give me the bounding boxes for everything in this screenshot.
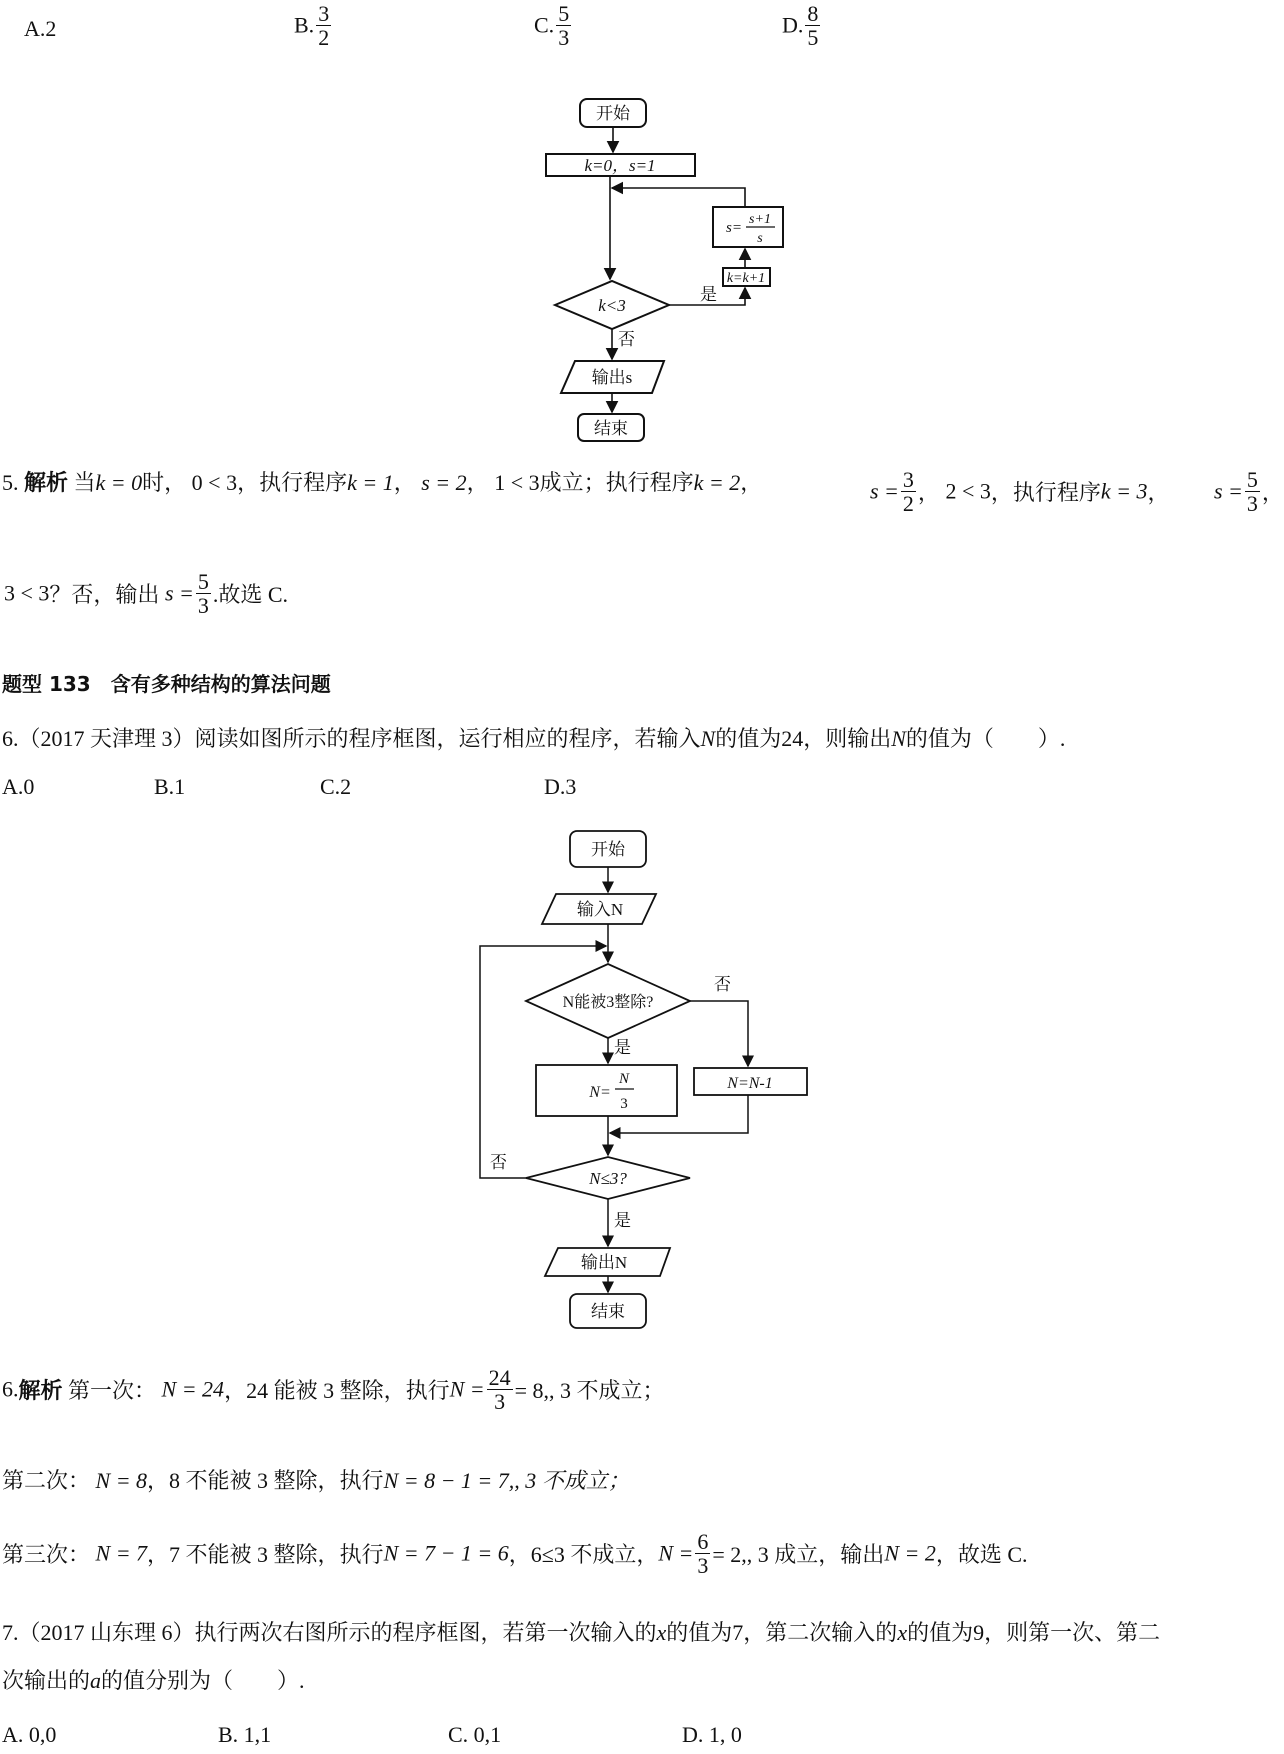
sol5-fraction2 xyxy=(1214,468,1284,515)
q7-line1-a: 7.（2017 山东理 6）执行两次右图所示的程序框图，若第一次输入的 xyxy=(2,1620,657,1645)
sol5-number: 5. xyxy=(2,470,19,495)
sol6-l1-d: N = xyxy=(449,1376,485,1402)
sol6-l1-b: N = 24 xyxy=(161,1376,225,1402)
sol5-line2-q: ？否，输出 xyxy=(49,582,160,608)
sol6-l3-b: N = 7 xyxy=(95,1540,148,1566)
sol5-t1: k = 0 xyxy=(95,470,143,495)
option-c-den: 3 xyxy=(558,25,570,51)
fc2-yes1-label: 是 xyxy=(614,1038,631,1057)
sol6-l1-a: 第一次： xyxy=(68,1378,157,1404)
sol5-t8: ， xyxy=(466,470,489,495)
q7-option-b: B. 1,1 xyxy=(218,1722,272,1747)
q6-option-d: D.3 xyxy=(544,774,577,799)
fc1-condition-label: k<3 xyxy=(598,296,626,315)
q7-line1-c: ，第二次输入的 xyxy=(743,1620,898,1645)
sol5-t6: ， xyxy=(393,470,416,495)
sol5-k3: k = 3 xyxy=(1100,478,1148,504)
option-d-den: 5 xyxy=(807,25,819,51)
q7-x-1: x xyxy=(656,1620,667,1645)
fc1-assign-lhs: s= xyxy=(726,220,742,236)
q7-line1-d: 的值为 xyxy=(907,1620,974,1645)
fc1-increment-label: k=k+1 xyxy=(726,271,766,286)
fc2-yes2-label: 是 xyxy=(614,1211,631,1230)
sol6-l2-a: 第二次： xyxy=(2,1468,91,1493)
fc2-output-label: 输出N xyxy=(580,1253,628,1272)
sol5-t4: ，执行程序 xyxy=(237,470,348,495)
sol5-f2-num: 5 xyxy=(1246,467,1258,492)
sol6-l1-e: = 8,, 3 不成立； xyxy=(514,1378,665,1404)
q6-stem-d: 的值为（ ）. xyxy=(905,726,1066,751)
fc2-input-label: 输入N xyxy=(576,900,624,919)
fc2-no2-label: 否 xyxy=(490,1153,507,1172)
sol6-line2 xyxy=(2,1464,630,1495)
sol6-l3-num: 6 xyxy=(697,1529,709,1554)
q7-a: a xyxy=(90,1668,102,1693)
fc2-assign-num: N xyxy=(618,1071,630,1087)
sol6-l3-a: 第三次： xyxy=(2,1542,91,1568)
sol5-tail: ， xyxy=(1261,480,1284,506)
sol5-t2: 时， xyxy=(142,470,187,495)
sol6-l3-g: = 2,, 3 成立，输出 xyxy=(712,1542,885,1568)
q7-v1: 7 xyxy=(732,1620,744,1645)
fc1-start-label: 开始 xyxy=(596,104,630,123)
option-b-prefix: B. xyxy=(294,12,315,38)
flowchart-2 xyxy=(470,820,830,1340)
option-c-prefix: C. xyxy=(534,12,555,38)
sol5-f1-num: 3 xyxy=(902,467,914,492)
sol5-exec3: ，执行程序 xyxy=(990,480,1101,506)
sol6-l3-i: ，故选 C. xyxy=(935,1542,1028,1568)
fc2-dec-label: N=N-1 xyxy=(727,1075,773,1092)
sol5-f2-den: 3 xyxy=(1246,491,1258,517)
q7-option-c: C. 0,1 xyxy=(448,1722,502,1747)
sol5-f3-den: 3 xyxy=(197,593,209,619)
fc2-end-label: 结束 xyxy=(591,1302,625,1321)
q6-stem-c: ，则输出 xyxy=(803,726,892,751)
fc1-end-label: 结束 xyxy=(594,419,628,438)
sol5-cmp2: 2 < 3 xyxy=(945,478,991,504)
fc2-cond1-label: N能被3整除? xyxy=(562,994,654,1011)
fc1-init-label: k=0，s=1 xyxy=(584,156,656,175)
sol6-l3-c: ，7 不能被 3 整除，执行 xyxy=(147,1542,384,1568)
q7-v2: 9 xyxy=(973,1620,985,1645)
fc2-cond2-label: N≤3? xyxy=(589,1169,627,1188)
q6-value: 24 xyxy=(781,726,804,751)
q7-line1-b: 的值为 xyxy=(666,1620,733,1645)
sol5-line2-cmp: 3 < 3 xyxy=(4,580,50,606)
fc1-no-label: 否 xyxy=(618,330,635,349)
sol6-l3-d: N = 7 − 1 = 6 xyxy=(383,1540,509,1566)
sol6-head-num: 6. xyxy=(2,1376,19,1402)
sol6-line1 xyxy=(2,1366,665,1413)
option-d xyxy=(782,2,822,49)
sol5-t5: k = 1 xyxy=(347,470,394,495)
sol5-line2 xyxy=(4,570,288,617)
q6-option-c: C.2 xyxy=(320,774,352,799)
q6-var-2: N xyxy=(891,726,906,751)
q7-option-a: A. 0,0 xyxy=(2,1722,57,1747)
q7-x-2: x xyxy=(897,1620,908,1645)
sol5-t10: 成立；执行程序 xyxy=(539,470,694,495)
option-d-prefix: D. xyxy=(782,12,804,38)
option-b-num: 3 xyxy=(318,1,330,26)
fc2-assign-den: 3 xyxy=(620,1096,628,1112)
fc2-arrow-no1 xyxy=(690,1001,748,1066)
sol5-t12: ， xyxy=(740,470,763,495)
sol5-t3: 0 < 3 xyxy=(191,470,238,495)
q6-option-a: A.0 xyxy=(2,774,35,799)
sol5-t11: k = 2 xyxy=(693,470,741,495)
q7-line2-b: 的值分别为（ ）. xyxy=(101,1668,305,1693)
sol5-s-eq: s = xyxy=(870,478,899,504)
sol5-mid: ， xyxy=(917,480,940,506)
fc2-assign-lhs: N= xyxy=(589,1084,611,1101)
sol6-l3-den: 3 xyxy=(697,1553,709,1579)
sol6-l2-b: N = 8 xyxy=(95,1468,148,1493)
fc1-assign-num: s+1 xyxy=(749,212,771,227)
sol6-l1-c: ，24 能被 3 整除，执行 xyxy=(224,1378,450,1404)
sol5-t9: 1 < 3 xyxy=(494,470,540,495)
sol5-f1-den: 2 xyxy=(902,491,914,517)
q7-line1 xyxy=(2,1616,1160,1647)
sol5-comma: ， xyxy=(1147,480,1170,506)
option-c-num: 5 xyxy=(558,1,570,26)
q6-stem-b: 的值为 xyxy=(715,726,782,751)
section-title: 题型 133 含有多种结构的算法问题 xyxy=(2,672,331,696)
sol6-l1-den: 3 xyxy=(494,1389,506,1415)
q6-stem xyxy=(2,722,1065,753)
option-c xyxy=(534,2,573,49)
sol6-l3-f: N = xyxy=(658,1540,694,1566)
sol5-line1 xyxy=(2,466,762,497)
sol5-label: 解析 xyxy=(24,471,69,496)
sol5-s-eq2: s = xyxy=(1214,478,1243,504)
sol5-t0: 当 xyxy=(73,470,96,495)
sol5-line2-end: .故选 C. xyxy=(212,582,289,608)
sol6-head-label: 解析 xyxy=(18,1379,63,1405)
option-b-den: 2 xyxy=(318,25,330,51)
fc1-output-label: 输出s xyxy=(591,368,633,387)
sol6-l2-c: ，8 不能被 3 整除，执行 xyxy=(147,1468,384,1493)
option-a: A.2 xyxy=(24,16,57,41)
q7-line2 xyxy=(2,1664,305,1695)
q6-stem-a: 6.（2017 天津理 3）阅读如图所示的程序框图，运行相应的程序，若输入 xyxy=(2,726,701,751)
sol5-f3-num: 5 xyxy=(197,569,209,594)
sol6-l3-h: N = 2 xyxy=(884,1540,936,1566)
option-b xyxy=(294,2,333,49)
fc2-arrow-loop xyxy=(480,946,606,1178)
fc1-assign-den: s xyxy=(757,231,763,246)
fc2-start-label: 开始 xyxy=(591,840,625,859)
sol5-t7: s = 2 xyxy=(421,470,467,495)
option-d-num: 8 xyxy=(807,1,819,26)
sol6-l2-d: N = 8 − 1 = 7,, 3 不成立； xyxy=(383,1468,630,1493)
fc1-arrow-loop xyxy=(612,188,745,207)
q7-line2-a: 次输出的 xyxy=(2,1668,91,1693)
fc1-yes-label: 是 xyxy=(700,285,717,304)
sol6-line3 xyxy=(2,1530,1028,1577)
q7-line1-e: ，则第一次、第二 xyxy=(984,1620,1161,1645)
fc2-arrow-dec xyxy=(610,1095,748,1133)
sol6-l3-e: ，6≤3 不成立， xyxy=(508,1542,659,1568)
q6-option-b: B.1 xyxy=(154,774,186,799)
fc2-no1-label: 否 xyxy=(714,975,731,994)
q6-var-1: N xyxy=(700,726,716,751)
sol5-fraction1 xyxy=(870,468,1170,515)
sol6-l1-num: 24 xyxy=(488,1365,511,1390)
flowchart-1 xyxy=(540,90,800,450)
sol5-s-eq3: s = xyxy=(164,580,194,606)
q7-option-d: D. 1, 0 xyxy=(682,1722,742,1747)
